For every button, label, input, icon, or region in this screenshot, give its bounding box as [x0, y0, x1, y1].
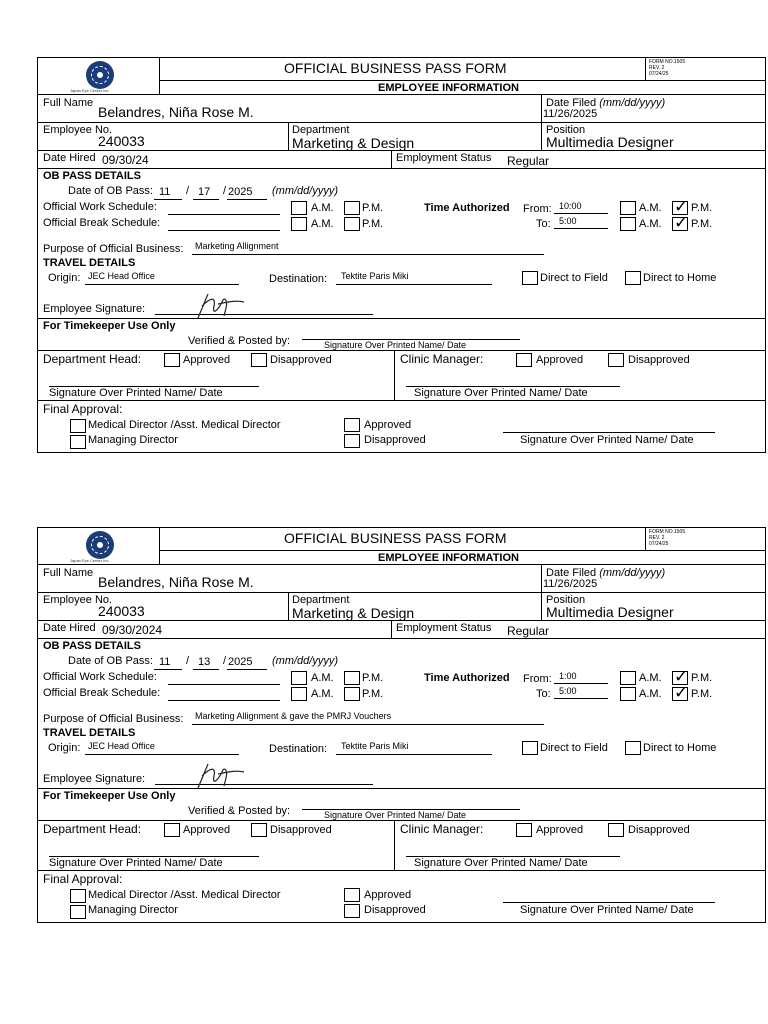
origin-label: Origin: [48, 742, 81, 754]
clinic-signature-caption: Signature Over Printed Name/ Date [414, 387, 588, 399]
destination-label: Destination: [269, 273, 328, 285]
clinic-manager-label: Clinic Manager: [400, 822, 484, 836]
time-from-value[interactable]: 10:00 [559, 201, 582, 211]
to-am-checkbox[interactable] [620, 687, 636, 701]
department-value[interactable]: Marketing & Design [292, 135, 415, 151]
employee-signature-label: Employee Signature: [43, 773, 146, 785]
am-label: A.M. [311, 688, 334, 700]
time-to-label: To: [536, 218, 551, 230]
department-head-label: Department Head: [43, 352, 142, 366]
date-hired-value[interactable]: 09/30/24 [102, 153, 149, 167]
managing-director-checkbox[interactable] [70, 905, 86, 919]
position-value[interactable]: Multimedia Designer [546, 134, 674, 150]
final-approval-label: Final Approval: [43, 402, 123, 416]
company-logo-icon [86, 531, 114, 559]
time-authorized-label: Time Authorized [424, 202, 510, 214]
direct-to-home-checkbox[interactable] [625, 741, 641, 755]
employment-status-value[interactable]: Regular [507, 154, 550, 168]
verified-signature-caption: Signature Over Printed Name/ Date [324, 810, 467, 820]
approved-label: Approved [536, 354, 584, 366]
dept-head-disapproved-checkbox[interactable] [251, 823, 267, 837]
break-am-checkbox[interactable] [291, 217, 307, 231]
full-name-value[interactable]: Belandres, Niña Rose M. [98, 104, 254, 120]
direct-to-field-label: Direct to Field [540, 742, 608, 754]
ob-date-format: (mm/dd/yyyy) [272, 655, 338, 667]
final-disapproved-checkbox[interactable] [344, 904, 360, 918]
form-number: FORM NO.1505 [649, 529, 686, 535]
am-label: A.M. [639, 672, 662, 684]
department-label: Department [292, 124, 350, 136]
approved-label: Approved [183, 354, 231, 366]
ob-year-value[interactable]: 2025 [228, 656, 253, 668]
date-hired-value[interactable]: 09/30/2024 [102, 623, 163, 637]
direct-to-field-label: Direct to Field [540, 272, 608, 284]
disapproved-label: Disapproved [364, 904, 426, 916]
form-revision: REV. 2 [649, 535, 665, 541]
disapproved-label: Disapproved [628, 824, 690, 836]
am-label: A.M. [311, 672, 334, 684]
date-separator: / [223, 185, 227, 197]
pm-label: P.M. [362, 218, 384, 230]
date-separator: / [186, 185, 190, 197]
final-signature-caption: Signature Over Printed Name/ Date [520, 904, 694, 916]
pm-label: P.M. [362, 688, 384, 700]
time-authorized-label: Time Authorized [424, 672, 510, 684]
employment-status-label: Employment Status [396, 622, 492, 634]
work-schedule-label: Official Work Schedule: [43, 201, 157, 213]
medical-director-checkbox[interactable] [70, 889, 86, 903]
am-label: A.M. [311, 218, 334, 230]
approved-label: Approved [536, 824, 584, 836]
time-from-label: From: [523, 673, 552, 685]
final-disapproved-checkbox[interactable] [344, 434, 360, 448]
work-pm-checkbox[interactable] [344, 201, 360, 215]
full-name-value[interactable]: Belandres, Niña Rose M. [98, 574, 254, 590]
pm-label: P.M. [691, 688, 713, 700]
date-separator: / [223, 655, 227, 667]
clinic-approved-checkbox[interactable] [516, 823, 532, 837]
date-hired-label: Date Hired [43, 152, 96, 164]
ob-month-value[interactable]: 11 [159, 186, 171, 198]
travel-details-heading: TRAVEL DETAILS [43, 727, 136, 739]
form-revision-date: 07/24/25 [649, 541, 669, 547]
pm-label: P.M. [691, 218, 713, 230]
pm-label: P.M. [691, 202, 713, 214]
work-schedule-label: Official Work Schedule: [43, 671, 157, 683]
dept-head-disapproved-checkbox[interactable] [251, 353, 267, 367]
checkmark-icon: ✓ [674, 683, 689, 702]
dept-head-signature-caption: Signature Over Printed Name/ Date [49, 387, 223, 399]
date-of-ob-pass-label: Date of OB Pass: [68, 185, 153, 197]
dept-head-signature-caption: Signature Over Printed Name/ Date [49, 857, 223, 869]
position-label: Position [546, 594, 586, 606]
ob-day-value[interactable]: 13 [198, 656, 211, 668]
employment-status-label: Employment Status [396, 152, 492, 164]
checkmark-icon: ✓ [674, 213, 689, 232]
final-approved-checkbox[interactable] [344, 888, 360, 902]
travel-details-heading: TRAVEL DETAILS [43, 257, 136, 269]
form-title: OFFICIAL BUSINESS PASS FORM [284, 530, 507, 546]
direct-to-home-label: Direct to Home [643, 742, 717, 754]
origin-label: Origin: [48, 272, 81, 284]
time-to-value[interactable]: 5:00 [559, 686, 577, 696]
clinic-manager-label: Clinic Manager: [400, 352, 484, 366]
employee-signature-icon [188, 290, 248, 320]
clinic-signature-caption: Signature Over Printed Name/ Date [414, 857, 588, 869]
origin-value[interactable]: JEC Head Office [88, 741, 155, 751]
direct-to-home-label: Direct to Home [643, 272, 717, 284]
employee-signature-label: Employee Signature: [43, 303, 146, 315]
form-number: FORM NO.1505 [649, 59, 686, 65]
full-name-label: Full Name [43, 567, 94, 579]
ob-day-value[interactable]: 17 [198, 186, 211, 198]
purpose-label: Purpose of Official Business: [43, 713, 184, 725]
form-title: OFFICIAL BUSINESS PASS FORM [284, 60, 507, 76]
direct-to-home-checkbox[interactable] [625, 271, 641, 285]
time-from-label: From: [523, 203, 552, 215]
date-filed-label: Date Filed (mm/dd/yyyy) [546, 97, 666, 109]
company-logo-icon [86, 61, 114, 89]
disapproved-label: Disapproved [628, 354, 690, 366]
destination-label: Destination: [269, 743, 328, 755]
am-label: A.M. [639, 218, 662, 230]
verified-posted-label: Verified & Posted by: [188, 335, 291, 347]
origin-value[interactable]: JEC Head Office [88, 271, 155, 281]
department-head-label: Department Head: [43, 822, 142, 836]
disapproved-label: Disapproved [364, 434, 426, 446]
break-schedule-label: Official Break Schedule: [43, 687, 161, 699]
verified-posted-label: Verified & Posted by: [188, 805, 291, 817]
destination-value[interactable]: Tektite Paris Miki [341, 741, 409, 751]
break-pm-checkbox[interactable] [344, 217, 360, 231]
logo-caption: Japan Eye Center Inc [70, 558, 109, 563]
date-hired-label: Date Hired [43, 622, 96, 634]
medical-director-checkbox[interactable] [70, 419, 86, 433]
break-am-checkbox[interactable] [291, 687, 307, 701]
ob-month-value[interactable]: 11 [159, 656, 171, 668]
break-pm-checkbox[interactable] [344, 687, 360, 701]
work-am-checkbox[interactable] [291, 201, 307, 215]
pm-label: P.M. [362, 672, 384, 684]
full-name-label: Full Name [43, 97, 94, 109]
clinic-disapproved-checkbox[interactable] [608, 823, 624, 837]
purpose-value[interactable]: Marketing Allignment & gave the PMRJ Vouchers [195, 711, 392, 721]
managing-director-label: Managing Director [88, 904, 178, 916]
department-value[interactable]: Marketing & Design [292, 605, 415, 621]
medical-director-label: Medical Director /Asst. Medical Director [88, 419, 281, 431]
form-revision-date: 07/24/25 [649, 71, 669, 77]
date-separator: / [186, 655, 190, 667]
timekeeper-heading: For Timekeeper Use Only [43, 320, 176, 332]
employee-info-heading: EMPLOYEE INFORMATION [378, 82, 519, 94]
work-am-checkbox[interactable] [291, 671, 307, 685]
work-pm-checkbox[interactable] [344, 671, 360, 685]
medical-director-label: Medical Director /Asst. Medical Director [88, 889, 281, 901]
form-revision: REV. 2 [649, 65, 665, 71]
ob-date-format: (mm/dd/yyyy) [272, 185, 338, 197]
disapproved-label: Disapproved [270, 354, 332, 366]
direct-to-field-checkbox[interactable] [522, 741, 538, 755]
logo-caption: Japan Eye Center Inc [70, 88, 109, 93]
clinic-approved-checkbox[interactable] [516, 353, 532, 367]
date-filed-label: Date Filed (mm/dd/yyyy) [546, 567, 666, 579]
timekeeper-heading: For Timekeeper Use Only [43, 790, 176, 802]
time-from-value[interactable]: 1:00 [559, 671, 577, 681]
to-pm-checkbox[interactable] [672, 213, 689, 232]
final-approval-label: Final Approval: [43, 872, 123, 886]
final-signature-caption: Signature Over Printed Name/ Date [520, 434, 694, 446]
am-label: A.M. [639, 202, 662, 214]
date-filed-value[interactable]: 11/26/2025 [543, 578, 598, 590]
approved-label: Approved [183, 824, 231, 836]
employee-info-heading: EMPLOYEE INFORMATION [378, 552, 519, 564]
from-am-checkbox[interactable] [620, 671, 636, 685]
managing-director-checkbox[interactable] [70, 435, 86, 449]
to-pm-checkbox[interactable] [672, 683, 689, 702]
employee-signature-icon [188, 760, 248, 790]
date-of-ob-pass-label: Date of OB Pass: [68, 655, 153, 667]
direct-to-field-checkbox[interactable] [522, 271, 538, 285]
employee-no-value[interactable]: 240033 [98, 603, 145, 619]
managing-director-label: Managing Director [88, 434, 178, 446]
checkmark-icon: ✓ [674, 197, 689, 216]
purpose-value[interactable]: Marketing Allignment [195, 241, 279, 251]
checkmark-icon: ✓ [674, 667, 689, 686]
employee-no-label: Employee No. [43, 124, 113, 136]
ob-pass-form-2 [37, 527, 766, 923]
ob-year-value[interactable]: 2025 [228, 186, 253, 198]
final-approved-checkbox[interactable] [344, 418, 360, 432]
department-label: Department [292, 594, 350, 606]
from-am-checkbox[interactable] [620, 201, 636, 215]
clinic-disapproved-checkbox[interactable] [608, 353, 624, 367]
pm-label: P.M. [691, 672, 713, 684]
dept-head-approved-checkbox[interactable] [164, 823, 180, 837]
employee-no-value[interactable]: 240033 [98, 133, 145, 149]
am-label: A.M. [639, 688, 662, 700]
approved-label: Approved [364, 889, 412, 901]
position-label: Position [546, 124, 586, 136]
time-to-label: To: [536, 688, 551, 700]
pm-label: P.M. [362, 202, 384, 214]
dept-head-approved-checkbox[interactable] [164, 353, 180, 367]
ob-pass-details-heading: OB PASS DETAILS [43, 170, 141, 182]
date-filed-value[interactable]: 11/26/2025 [543, 108, 598, 120]
ob-pass-details-heading: OB PASS DETAILS [43, 640, 141, 652]
purpose-label: Purpose of Official Business: [43, 243, 184, 255]
ob-pass-form-1 [37, 57, 766, 453]
time-to-value[interactable]: 5:00 [559, 216, 577, 226]
employment-status-value[interactable]: Regular [507, 624, 550, 638]
position-value[interactable]: Multimedia Designer [546, 604, 674, 620]
break-schedule-label: Official Break Schedule: [43, 217, 161, 229]
approved-label: Approved [364, 419, 412, 431]
employee-no-label: Employee No. [43, 594, 113, 606]
verified-signature-caption: Signature Over Printed Name/ Date [324, 340, 467, 350]
to-am-checkbox[interactable] [620, 217, 636, 231]
destination-value[interactable]: Tektite Paris Miki [341, 271, 409, 281]
am-label: A.M. [311, 202, 334, 214]
disapproved-label: Disapproved [270, 824, 332, 836]
